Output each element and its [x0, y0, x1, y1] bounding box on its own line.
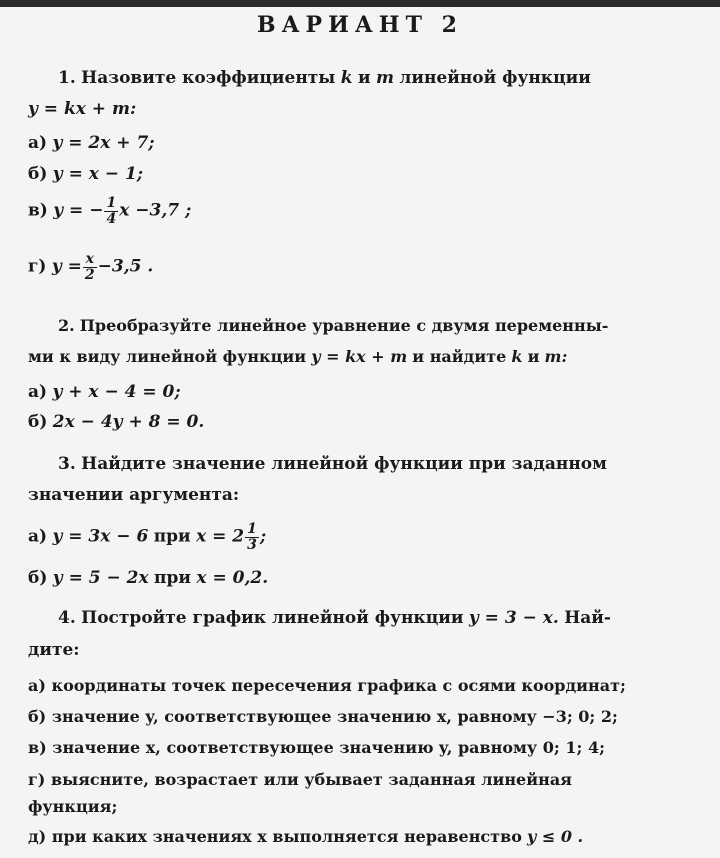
task1-number: 1.: [58, 68, 76, 88]
task3-item-b-xeq: x = 0,2.: [196, 568, 269, 588]
task3-item-a-label: а): [28, 526, 48, 547]
task1-item-g-fraction: [83, 252, 97, 282]
task3-item-a-xeq: x = 2: [196, 526, 245, 547]
task1-item-v: [28, 196, 191, 226]
task1-k: k: [340, 68, 353, 88]
task3-item-b-label: б): [28, 568, 48, 588]
task2-formula: y = kx + m: [311, 347, 408, 366]
variant-title: ВАРИАНТ 2: [257, 12, 463, 38]
task3-item-a-end: ;: [259, 526, 267, 547]
task4-number: 4.: [58, 608, 76, 628]
fraction-numerator: 1: [247, 521, 257, 537]
task1-item-g-lhs: y =: [51, 256, 82, 277]
task3-item-b-pri: при: [154, 568, 191, 588]
task4-formula: y = 3 − x.: [468, 608, 559, 628]
task3-item-a-pri: при: [153, 526, 191, 547]
task3-item-a: [28, 522, 266, 552]
task1-m: m: [375, 68, 394, 88]
task2-item-a: [28, 384, 181, 401]
task2-line1: [58, 318, 608, 334]
task1-item-g-label: г): [28, 256, 47, 277]
task4-item-g-line1: г) выясните, возрастает или убывает заданная линейная: [28, 770, 572, 789]
fraction-numerator: x: [83, 252, 97, 268]
task1-item-b-expr: y = x − 1;: [52, 164, 144, 184]
task1-item-b: [28, 166, 143, 183]
task1-item-b-label: б): [28, 164, 48, 184]
task2-line1-text: Преобразуйте линейное уравнение с двумя переменны-: [79, 316, 609, 335]
task2-m: m:: [544, 347, 568, 366]
fraction-denominator: 4: [106, 210, 117, 227]
task3-item-a-expr: y = 3x − 6: [52, 526, 149, 547]
task1-item-a-expr: y = 2x + 7;: [52, 133, 155, 153]
task1-formula: y = kx + m:: [28, 99, 137, 119]
task1-and: и: [357, 68, 371, 88]
fraction-denominator: 3: [247, 536, 257, 553]
task4-line1: [58, 610, 611, 627]
task1-item-v-rest: x −3,7 ;: [119, 200, 192, 221]
task2-line2: [28, 349, 567, 365]
task2-item-a-expr: y + x − 4 = 0;: [52, 382, 181, 402]
fraction-denominator: 2: [84, 266, 95, 283]
task2-item-a-label: а): [28, 382, 48, 402]
task4-item-d-inequality: y ≤ 0 .: [526, 827, 584, 846]
task1-item-g: [28, 252, 153, 282]
task2-k: k: [511, 347, 523, 366]
task2-number: 2.: [58, 316, 75, 335]
task1-item-a-label: а): [28, 133, 48, 153]
task2-and: и: [527, 347, 540, 366]
task2-line2a: ми к виду линейной функции: [28, 347, 307, 366]
task4-item-d: [28, 829, 583, 845]
fraction-numerator: 1: [106, 195, 117, 211]
task3-item-b-expr: y = 5 − 2x: [52, 568, 149, 588]
task4-item-d-text: д) при каких значениях x выполняется неравенство: [28, 827, 522, 846]
task1-item-g-rest: −3,5 .: [97, 256, 154, 277]
task2-line2b: и найдите: [412, 347, 507, 366]
task4-line1-end: Най-: [564, 608, 611, 628]
task4-item-v: в) значение x, соответствующее значению y, равному 0; 1; 4;: [28, 738, 605, 757]
task1-item-a: [28, 135, 155, 152]
task1-text2: линейной функции: [399, 68, 591, 88]
task1-item-v-fraction: [104, 196, 118, 226]
task2-item-b: [28, 414, 204, 431]
task4-item-b: б) значение y, соответствующее значению x, равному −3; 0; 2;: [28, 707, 618, 726]
task1-item-v-lhs: y = −: [53, 200, 104, 221]
task3-number: 3.: [58, 454, 76, 474]
task3-line1-text: Найдите значение линейной функции при заданном: [81, 454, 607, 474]
task4-line2: дите:: [28, 640, 80, 660]
task1-item-v-label: в): [28, 200, 48, 221]
task1-header: [58, 70, 591, 87]
task3-line2: значении аргумента:: [28, 485, 240, 505]
task3-item-a-fraction: [245, 522, 259, 552]
task4-item-a: а) координаты точек пересечения графика с осями координат;: [28, 676, 626, 695]
task2-item-b-label: б): [28, 412, 48, 432]
task1-text1: Назовите коэффициенты: [81, 68, 336, 88]
task3-item-b: [28, 570, 268, 587]
task4-line1-text: Постройте график линейной функции: [81, 608, 464, 628]
task2-item-b-expr: 2x − 4y + 8 = 0.: [52, 412, 205, 432]
task3-line1: [58, 456, 607, 473]
task4-item-g-line2: функция;: [28, 797, 118, 816]
